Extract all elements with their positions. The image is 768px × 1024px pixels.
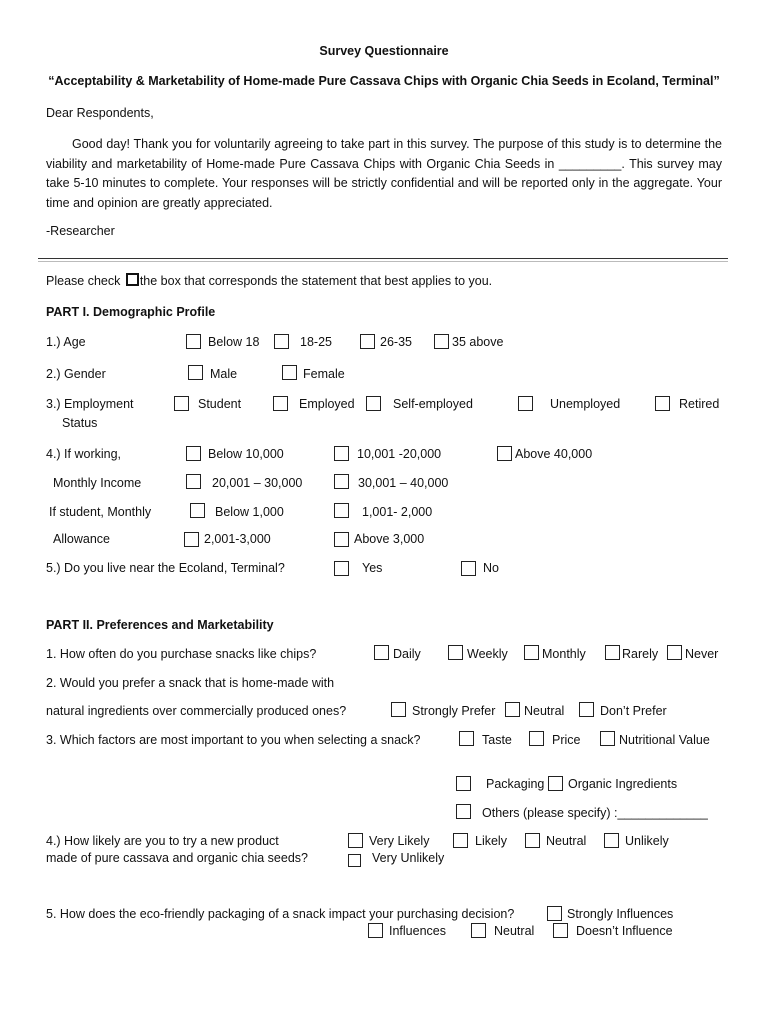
- income-below10000-checkbox[interactable]: [186, 446, 201, 461]
- allowance-1001-2000-checkbox[interactable]: [334, 503, 349, 518]
- salutation: Dear Respondents,: [46, 106, 154, 120]
- option-label: Likely: [475, 834, 507, 848]
- option-label: Don’t Prefer: [600, 704, 667, 718]
- letter-body: Good day! Thank you for voluntarily agreeing to take part in this survey. The purpose of this study is to determine the viability and marketability of Home-made Pure Cassava Chips with Organic Chia Seeds in _________. This survey may take 5-10 minutes to complete. Your responses will be strictly confidential and will be reported only in the aggregate. Your time and opinion are greatly appreciated.: [46, 137, 722, 210]
- option-label: Unemployed: [550, 397, 621, 411]
- option-label: 20,001 – 30,000: [212, 476, 303, 490]
- q5-strongly-influences-checkbox[interactable]: [547, 906, 562, 921]
- income-label: 4.) If working,: [46, 447, 122, 461]
- option-label: No: [483, 561, 499, 575]
- instruction-text-after: the box that corresponds the statement that best applies to you.: [139, 274, 493, 288]
- option-label: Below 10,000: [208, 447, 284, 461]
- q3-packaging-checkbox[interactable]: [456, 776, 471, 791]
- income-20001-30000-checkbox[interactable]: [186, 474, 201, 489]
- q1-label: 1. How often do you purchase snacks like chips?: [46, 647, 317, 661]
- option-label: Below 1,000: [215, 505, 284, 519]
- option-label: Nutritional Value: [619, 733, 710, 747]
- employment-self-employed-checkbox[interactable]: [366, 396, 381, 411]
- part1-heading: PART I. Demographic Profile: [46, 305, 216, 319]
- q2-neutral-checkbox[interactable]: [505, 702, 520, 717]
- option-label: Employed: [299, 397, 355, 411]
- option-label: Neutral: [494, 924, 535, 938]
- q2-label-2: natural ingredients over commercially produced ones?: [46, 704, 347, 718]
- instruction: [46, 273, 492, 288]
- employment-label-2: Status: [62, 416, 98, 430]
- option-label: Taste: [482, 733, 512, 747]
- divider-shadow: [38, 261, 728, 262]
- gender-female-checkbox[interactable]: [282, 365, 297, 380]
- option-label: Influences: [389, 924, 446, 938]
- option-label: Student: [198, 397, 242, 411]
- gender-male-checkbox[interactable]: [188, 365, 203, 380]
- q2-strongly-prefer-checkbox[interactable]: [391, 702, 406, 717]
- employment-unemployed-checkbox[interactable]: [518, 396, 533, 411]
- divider: [38, 258, 728, 259]
- option-label: Self-employed: [393, 397, 473, 411]
- employment-employed-checkbox[interactable]: [273, 396, 288, 411]
- q3-organic-ingredients-checkbox[interactable]: [548, 776, 563, 791]
- live-near-no-checkbox[interactable]: [461, 561, 476, 576]
- option-label: Above 3,000: [354, 532, 425, 546]
- income-label-2: Monthly Income: [53, 476, 142, 490]
- instruction-text-before: Please check: [46, 274, 124, 288]
- q4-unlikely-checkbox[interactable]: [604, 833, 619, 848]
- q1-rarely-checkbox[interactable]: [605, 645, 620, 660]
- live-near-yes-checkbox[interactable]: [334, 561, 349, 576]
- q2-dont-prefer-checkbox[interactable]: [579, 702, 594, 717]
- q4-label-2: made of pure cassava and organic chia seeds?: [46, 851, 308, 865]
- option-label: Above 40,000: [515, 447, 593, 461]
- option-label: Packaging: [486, 777, 545, 791]
- allowance-above3000-checkbox[interactable]: [334, 532, 349, 547]
- option-label: Strongly Prefer: [412, 704, 496, 718]
- option-label: 26-35: [380, 335, 412, 349]
- q3-label: 3. Which factors are most important to you when selecting a snack?: [46, 733, 421, 747]
- q4-very-unlikely-checkbox[interactable]: [348, 854, 361, 867]
- age-18-25-checkbox[interactable]: [274, 334, 289, 349]
- option-label: 30,001 – 40,000: [358, 476, 449, 490]
- checkbox-icon: [126, 273, 139, 286]
- option-label: Very Unlikely: [372, 851, 445, 865]
- option-label: Others (please specify) :_____________: [482, 806, 708, 820]
- page-title: Survey Questionnaire: [319, 44, 449, 58]
- option-label: Organic Ingredients: [568, 777, 678, 791]
- option-label: Neutral: [524, 704, 565, 718]
- gender-label: 2.) Gender: [46, 367, 106, 381]
- employment-label: 3.) Employment: [46, 397, 134, 411]
- part2-heading: PART II. Preferences and Marketability: [46, 618, 274, 632]
- option-label: Unlikely: [625, 834, 669, 848]
- allowance-label: If student, Monthly: [49, 505, 152, 519]
- q2-label: 2. Would you prefer a snack that is home-made with: [46, 676, 335, 690]
- signature: -Researcher: [46, 224, 115, 238]
- employment-student-checkbox[interactable]: [174, 396, 189, 411]
- allowance-2001-3000-checkbox[interactable]: [184, 532, 199, 547]
- q1-weekly-checkbox[interactable]: [448, 645, 463, 660]
- age-35above-checkbox[interactable]: [434, 334, 449, 349]
- age-26-35-checkbox[interactable]: [360, 334, 375, 349]
- option-label: 18-25: [300, 335, 332, 349]
- employment-retired-checkbox[interactable]: [655, 396, 670, 411]
- q5-neutral-checkbox[interactable]: [471, 923, 486, 938]
- age-label: 1.) Age: [46, 335, 86, 349]
- option-label: 35 above: [452, 335, 504, 349]
- option-label: Strongly Influences: [567, 907, 674, 921]
- age-below18-checkbox[interactable]: [186, 334, 201, 349]
- q1-daily-checkbox[interactable]: [374, 645, 389, 660]
- option-label: Neutral: [546, 834, 587, 848]
- q3-taste-checkbox[interactable]: [459, 731, 474, 746]
- q5-influences-checkbox[interactable]: [368, 923, 383, 938]
- q4-neutral-checkbox[interactable]: [525, 833, 540, 848]
- option-label: Price: [552, 733, 581, 747]
- q3-price-checkbox[interactable]: [529, 731, 544, 746]
- option-label: Below 18: [208, 335, 260, 349]
- option-label: Yes: [362, 561, 383, 575]
- option-label: Retired: [679, 397, 720, 411]
- q5-label: 5. How does the eco-friendly packaging of a snack impact your purchasing decision?: [46, 907, 515, 921]
- option-label: Weekly: [467, 647, 508, 661]
- option-label: Very Likely: [369, 834, 430, 848]
- survey-subtitle: “Acceptability & Marketability of Home-made Pure Cassava Chips with Organic Chia Seeds in Ecoland, Terminal”: [48, 74, 720, 88]
- q1-monthly-checkbox[interactable]: [524, 645, 539, 660]
- q4-likely-checkbox[interactable]: [453, 833, 468, 848]
- q1-never-checkbox[interactable]: [667, 645, 682, 660]
- option-label: 2,001-3,000: [204, 532, 271, 546]
- option-label: Monthly: [542, 647, 586, 661]
- q4-very-likely-checkbox[interactable]: [348, 833, 363, 848]
- option-label: Female: [303, 367, 345, 381]
- allowance-below1000-checkbox[interactable]: [190, 503, 205, 518]
- option-label: 1,001- 2,000: [362, 505, 433, 519]
- option-label: Never: [685, 647, 719, 661]
- income-above40000-checkbox[interactable]: [497, 446, 512, 461]
- option-label: 10,001 -20,000: [357, 447, 442, 461]
- q4-label: 4.) How likely are you to try a new product: [46, 834, 279, 848]
- q5-doesnt-influence-checkbox[interactable]: [553, 923, 568, 938]
- allowance-label-2: Allowance: [53, 532, 110, 546]
- income-30001-40000-checkbox[interactable]: [334, 474, 349, 489]
- live-near-label: 5.) Do you live near the Ecoland, Terminal?: [46, 561, 285, 575]
- option-label: Rarely: [622, 647, 659, 661]
- q3-nutritional-value-checkbox[interactable]: [600, 731, 615, 746]
- income-10001-20000-checkbox[interactable]: [334, 446, 349, 461]
- option-label: Male: [210, 367, 238, 381]
- option-label: Daily: [393, 647, 421, 661]
- option-label: Doesn’t Influence: [576, 924, 673, 938]
- q3-others-checkbox[interactable]: [456, 804, 471, 819]
